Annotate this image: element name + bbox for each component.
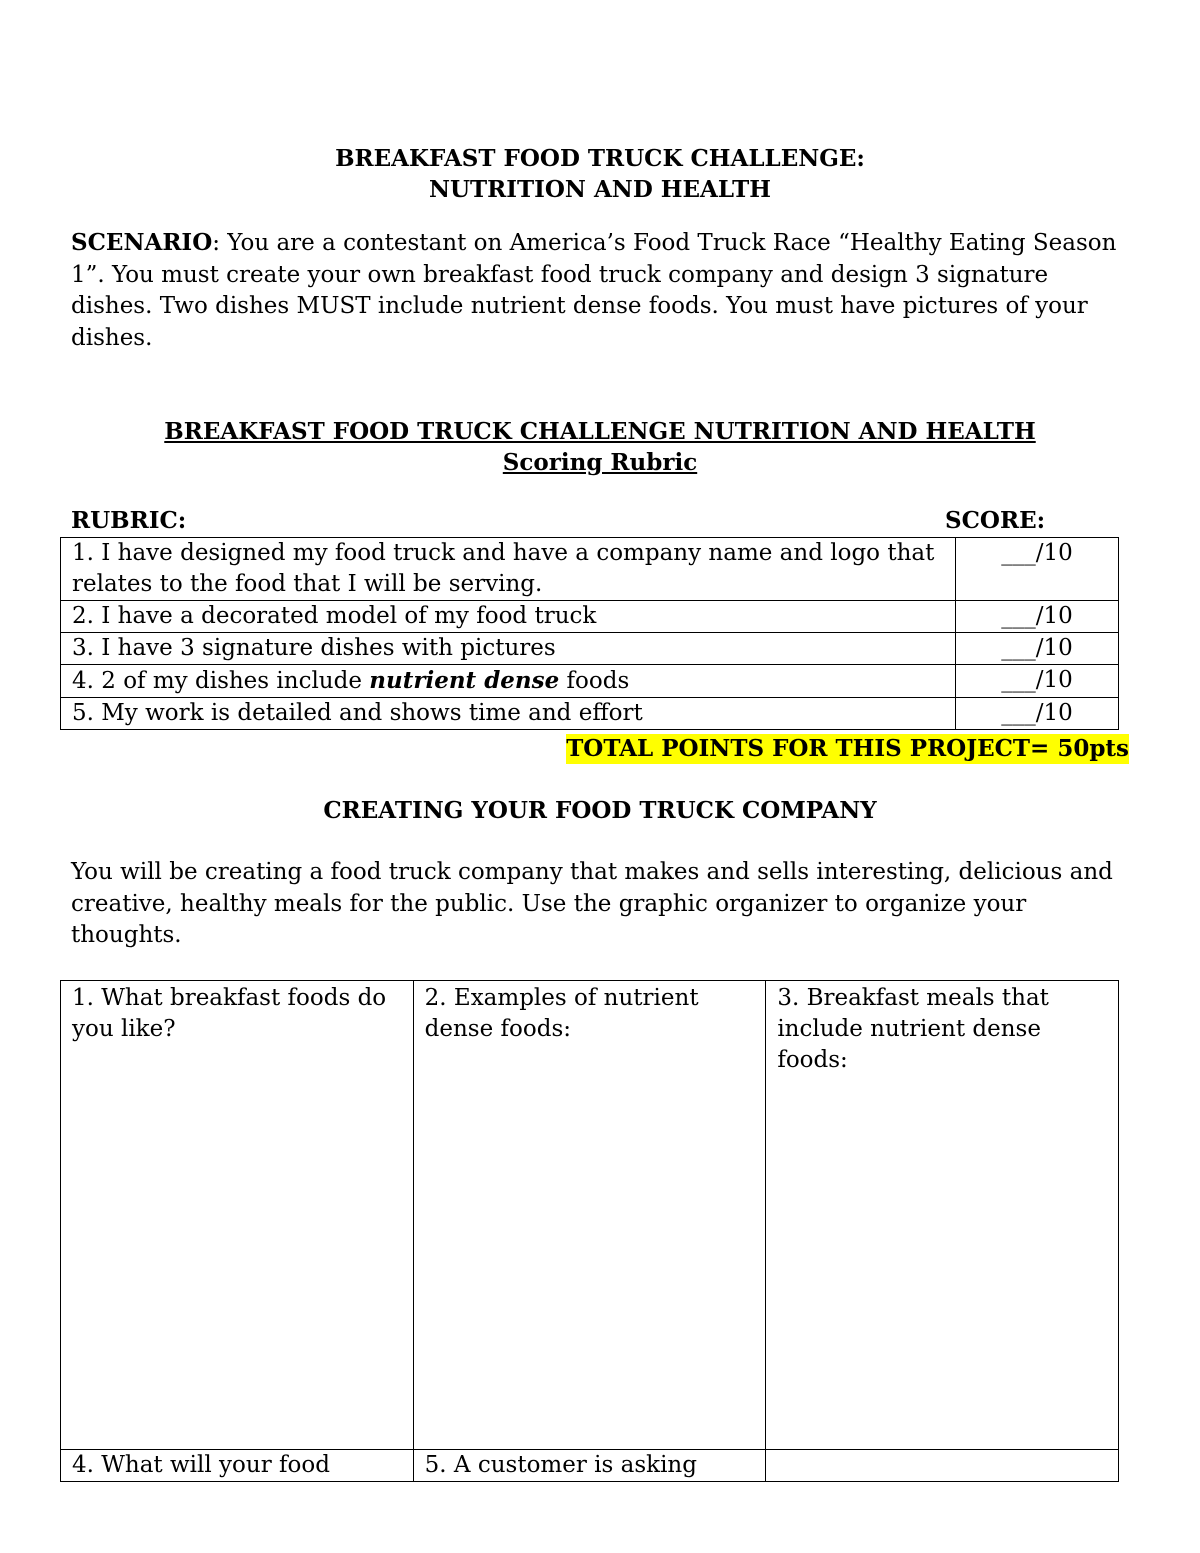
document-title <box>0 143 1200 205</box>
graphic-organizer <box>60 980 1119 1482</box>
rubric-score: ___/10 <box>956 601 1119 633</box>
criterion-text-after: foods <box>559 668 630 694</box>
score-label: SCORE: <box>945 507 1046 534</box>
organizer-cell-5: 5. A customer is asking <box>413 1450 766 1482</box>
criterion-text-before: 4. 2 of my dishes include <box>72 668 370 694</box>
rubric-criterion: 1. I have designed my food truck and have a company name and logo that relates to the food that I will be serving. <box>61 538 956 601</box>
rubric-criterion: 3. I have 3 signature dishes with pictures <box>61 633 956 665</box>
rubric-row <box>61 698 1119 730</box>
rubric-label: RUBRIC: <box>71 507 187 534</box>
organizer-cell-2: 2. Examples of nutrient dense foods: <box>413 981 766 1450</box>
rubric-score: ___/10 <box>956 698 1119 730</box>
company-heading: CREATING YOUR FOOD TRUCK COMPANY <box>323 797 877 824</box>
rubric-heading-line-1: BREAKFAST FOOD TRUCK CHALLENGE NUTRITION AND HEALTH <box>164 418 1036 445</box>
organizer-cell-4: 4. What will your food <box>61 1450 414 1482</box>
rubric-criterion <box>61 665 956 698</box>
rubric-column-labels <box>71 507 1121 538</box>
rubric-row <box>61 633 1119 665</box>
organizer-cell-6 <box>766 1450 1119 1482</box>
scenario-label: SCENARIO <box>71 229 213 256</box>
rubric-score: ___/10 <box>956 538 1119 601</box>
rubric-row <box>61 538 1119 601</box>
scenario-text: : You are a contestant on America’s Food Truck Race “Healthy Eating Season 1”. You must create your own breakfast food truck company and design 3 signature dishes. Two dishes MUST include nutrient dense foods. You must have pictures of your dishes. <box>71 230 1117 351</box>
rubric-heading-line-2: Scoring Rubric <box>502 449 698 476</box>
organizer-row <box>61 1450 1119 1482</box>
company-intro: You will be creating a food truck company that makes and sells interesting, delicious and creative, healthy meals for the public. Use the graphic organizer to organize your thoughts. <box>71 859 1113 948</box>
rubric-table <box>60 537 1119 730</box>
rubric-score: ___/10 <box>956 665 1119 698</box>
organizer-row <box>61 981 1119 1450</box>
scenario-paragraph <box>71 227 1131 354</box>
title-line-1: BREAKFAST FOOD TRUCK CHALLENGE: <box>335 145 865 172</box>
criterion-emphasis: nutrient dense <box>369 667 560 694</box>
rubric-criterion: 2. I have a decorated model of my food truck <box>61 601 956 633</box>
rubric-criterion: 5. My work is detailed and shows time and effort <box>61 698 956 730</box>
total-points: TOTAL POINTS FOR THIS PROJECT= 50pts <box>566 735 1129 762</box>
rubric-score: ___/10 <box>956 633 1119 665</box>
rubric-row <box>61 665 1119 698</box>
organizer-cell-3: 3. Breakfast meals that include nutrient dense foods: <box>766 981 1119 1450</box>
rubric-row <box>61 601 1119 633</box>
organizer-cell-1: 1. What breakfast foods do you like? <box>61 981 414 1450</box>
title-line-2: NUTRITION AND HEALTH <box>428 176 772 203</box>
rubric-heading <box>0 416 1200 478</box>
